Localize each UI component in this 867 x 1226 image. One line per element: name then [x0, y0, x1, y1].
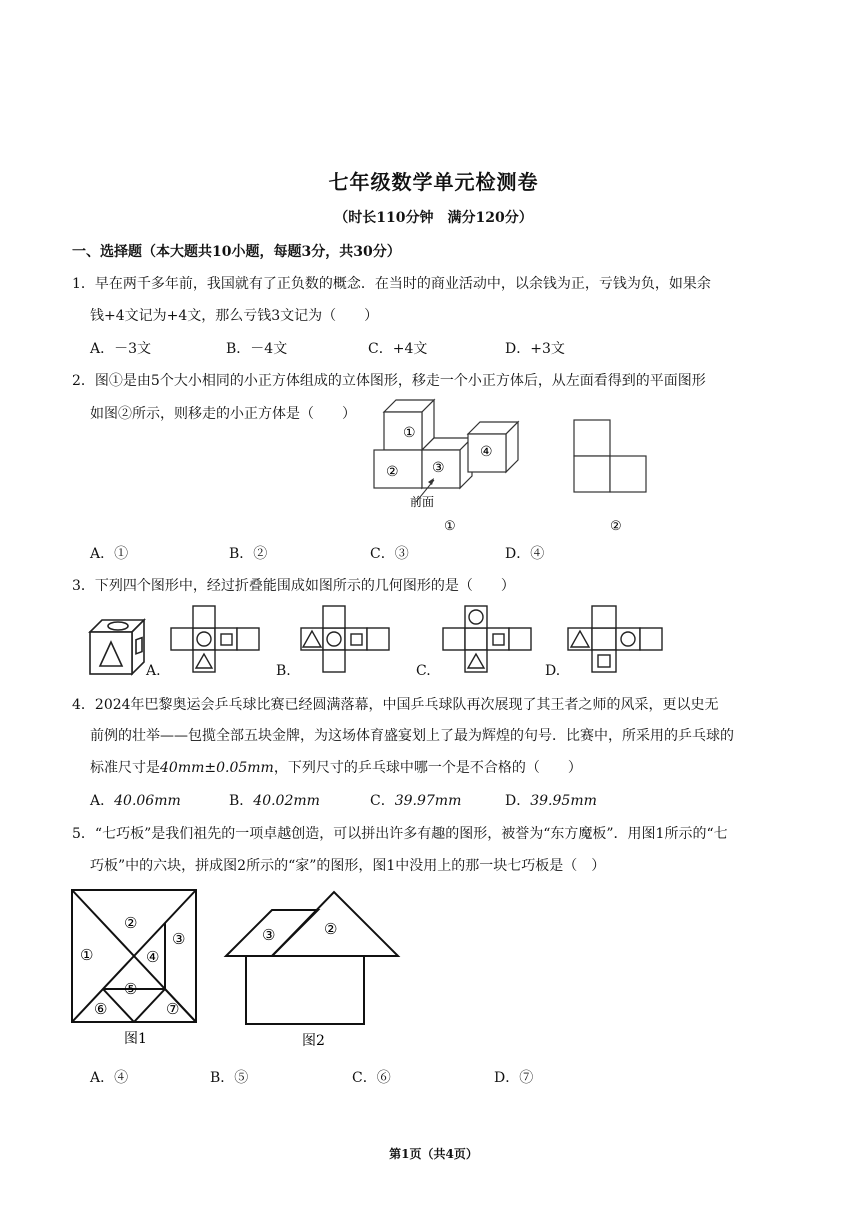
q4-option-c[interactable] — [370, 790, 461, 810]
q4-stem-line1: 4．2024年巴黎奥运会乒乓球比赛已经圆满落幕，中国乒乓球队再次展现了其王者之师的风采，更以史无 — [72, 697, 719, 713]
tangram-label-5: ⑤ — [124, 980, 138, 998]
q4-option-d[interactable] — [505, 790, 597, 810]
q5-option-c[interactable]: C．⑥ — [352, 1070, 391, 1086]
tangram-figure — [66, 886, 206, 1046]
q4-option-a-letter: A． — [90, 793, 115, 809]
q4-option-b-letter: B． — [229, 793, 254, 809]
q2-option-b[interactable]: B．② — [229, 546, 268, 562]
q4-option-d-value: 39.95mm — [530, 793, 597, 809]
page-title: 七年级数学单元检测卷 — [328, 170, 539, 194]
q2-option-d[interactable]: D．④ — [505, 546, 545, 562]
cube-stack-figure — [368, 392, 528, 537]
tangram-label-3: ③ — [172, 930, 186, 948]
exam-info: （时长110分钟 满分120分） — [334, 210, 533, 226]
q1-option-c[interactable]: C．+4文 — [368, 341, 428, 357]
net-option-a[interactable] — [168, 604, 263, 676]
q3-option-d[interactable]: D. — [545, 663, 561, 679]
net-option-d[interactable] — [565, 604, 665, 676]
q5-stem-line2: 巧板”中的六块，拼成图2所示的“家”的图形，图1中没用上的那一块七巧板是（ ） — [90, 858, 606, 874]
q3-option-c[interactable]: C. — [416, 663, 431, 679]
q2-stem-line2: 如图②所示，则移走的小正方体是（ ） — [90, 406, 356, 422]
net-option-b[interactable] — [298, 604, 393, 676]
q3-option-a[interactable]: A. — [146, 663, 161, 679]
q4-stem-line3-suffix: ，下列尺寸的乒乓球中哪一个是不合格的（ ） — [273, 760, 582, 776]
house-label-2: ② — [324, 920, 338, 938]
q2-option-c[interactable]: C．③ — [370, 546, 409, 562]
q3-stem-line1: 3．下列四个图形中，经过折叠能围成如图所示的几何图形的是（ ） — [72, 578, 515, 594]
tangram-label-2: ② — [124, 914, 138, 932]
tangram-caption: 图1 — [124, 1031, 147, 1046]
figure-caption-1: ① — [444, 519, 456, 534]
tangram-label-4: ④ — [146, 948, 160, 966]
q1-stem-line1: 1．早在两千多年前，我国就有了正负数的概念．在当时的商业活动中，以余钱为正，亏钱为负，如果余 — [72, 276, 711, 292]
q5-option-d[interactable]: D．⑦ — [494, 1070, 534, 1086]
house-caption: 图2 — [302, 1033, 325, 1049]
q4-option-a-value: 40.06mm — [114, 793, 181, 809]
q2-option-a[interactable]: A．① — [90, 546, 129, 562]
figure-caption-2: ② — [610, 519, 622, 534]
net-option-c[interactable] — [440, 604, 535, 676]
tangram-label-6: ⑥ — [94, 1000, 108, 1018]
section-heading: 一、选择题（本大题共10小题，每题3分，共30分） — [72, 244, 401, 260]
page-footer: 第1页（共4页） — [389, 1147, 478, 1161]
q4-option-b-value: 40.02mm — [253, 793, 320, 809]
q4-option-a[interactable] — [90, 790, 181, 810]
cube-label-2: ② — [386, 464, 399, 480]
q3-option-b[interactable]: B. — [276, 663, 291, 679]
q4-stem-line3-prefix: 标准尺寸是 — [90, 760, 160, 776]
cube-label-1: ① — [403, 425, 416, 441]
q4-option-c-letter: C． — [370, 793, 395, 809]
q5-option-a[interactable]: A．④ — [90, 1070, 129, 1086]
cube-label-3: ③ — [432, 460, 445, 476]
tangram-label-1: ① — [80, 946, 94, 964]
q2-stem-line1: 2．图①是由5个大小相同的小正方体组成的立体图形，移走一个小正方体后，从左面看得到的平面图形 — [72, 373, 706, 389]
front-label: 前面 — [410, 495, 435, 509]
standard-size: 40mm±0.05mm — [160, 760, 274, 776]
cube-model-figure — [86, 612, 148, 678]
tangram-label-7: ⑦ — [166, 1000, 180, 1018]
q5-stem-line1: 5．“七巧板”是我们祖先的一项卓越创造，可以拼出许多有趣的图形，被誉为“东方魔板”．用图1所示的“七 — [72, 826, 728, 842]
q4-option-c-value: 39.97mm — [394, 793, 462, 809]
q1-stem-line2: 钱+4文记为+4文，那么亏钱3文记为（ ） — [90, 308, 379, 324]
house-figure — [220, 886, 405, 1051]
cube-label-4: ④ — [480, 444, 493, 460]
q4-option-b[interactable] — [229, 790, 320, 810]
q5-option-b[interactable]: B．⑤ — [210, 1070, 249, 1086]
q1-option-a[interactable]: A．－3文 — [90, 341, 152, 357]
q4-stem-line3 — [90, 757, 582, 777]
house-label-3: ③ — [262, 926, 276, 944]
q1-option-d[interactable]: D．+3文 — [505, 341, 565, 357]
q4-option-d-letter: D． — [505, 793, 531, 809]
q4-stem-line2: 前例的壮举——包揽全部五块金牌，为这场体育盛宴划上了最为辉煌的句号．比赛中，所采用的乒乓球的 — [90, 728, 734, 744]
q1-option-b[interactable]: B．－4文 — [226, 341, 288, 357]
left-view-figure — [566, 414, 666, 536]
